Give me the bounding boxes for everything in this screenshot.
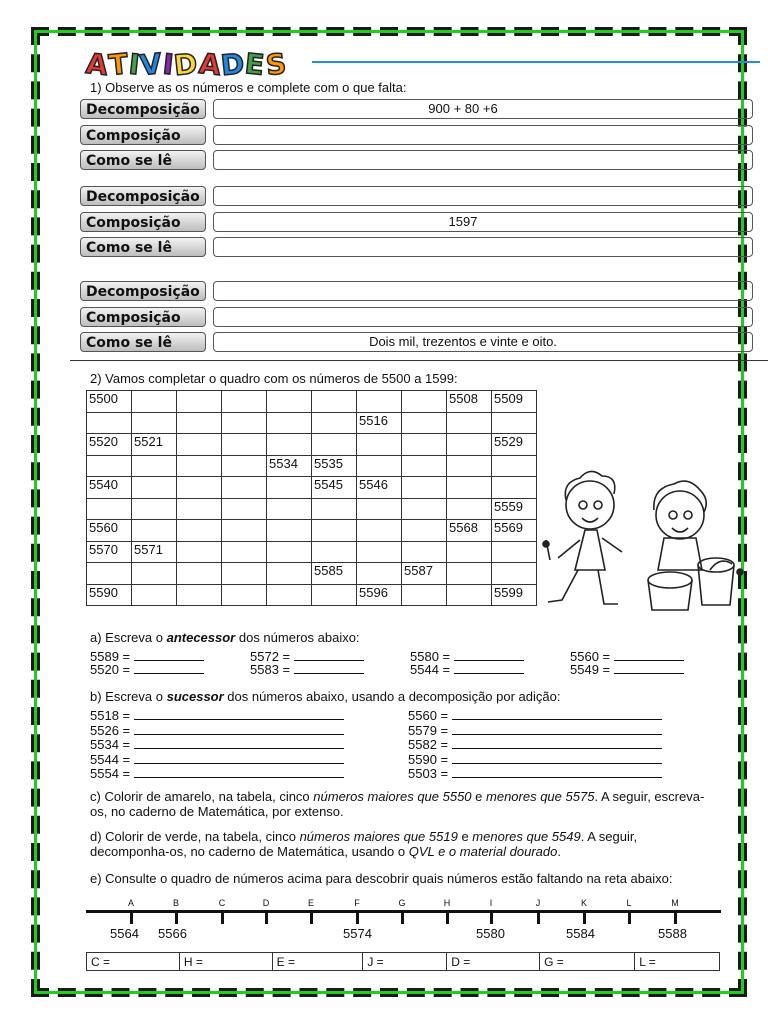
grid-cell[interactable] (312, 541, 357, 563)
grid-cell[interactable] (222, 434, 267, 456)
tick-letter: J (535, 898, 541, 908)
successor-item: 5579 = (408, 722, 662, 738)
title-letter: I (161, 47, 176, 82)
grid-cell[interactable]: 5568 (447, 520, 492, 542)
answer-line[interactable] (454, 661, 524, 674)
predecessor-item: 5589 = (90, 648, 204, 664)
grid-cell[interactable] (357, 434, 402, 456)
answer-line[interactable] (134, 661, 204, 674)
grid-cell[interactable] (312, 434, 357, 456)
label-dec: Decomposição (80, 99, 206, 119)
grid-cell[interactable] (312, 520, 357, 542)
grid-cell[interactable] (267, 391, 312, 413)
answer-line[interactable] (134, 751, 344, 764)
divider (70, 360, 768, 361)
successor-item: 5582 = (408, 736, 662, 752)
grid-cell[interactable] (492, 477, 537, 499)
grid-cell[interactable] (177, 498, 222, 520)
answer-line[interactable] (614, 661, 684, 674)
grid-cell[interactable] (87, 455, 132, 477)
grid-cell[interactable]: 5529 (492, 434, 537, 456)
answer-box-le[interactable] (213, 150, 753, 170)
number-line-tick (537, 910, 540, 924)
grid-cell[interactable] (312, 498, 357, 520)
grid-cell[interactable] (357, 563, 402, 585)
grid-cell[interactable]: 5521 (132, 434, 177, 456)
grid-cell[interactable]: 5599 (492, 584, 537, 606)
grid-cell[interactable] (492, 455, 537, 477)
grid-cell[interactable]: 5545 (312, 477, 357, 499)
number-line-tick (175, 910, 178, 924)
grid-cell[interactable] (402, 477, 447, 499)
grid-cell[interactable] (447, 455, 492, 477)
question-1-text: 1) Observe as os números e complete com o que falta: (90, 80, 407, 95)
answer-table (86, 952, 720, 971)
grid-cell[interactable] (402, 455, 447, 477)
grid-cell[interactable]: 5559 (492, 498, 537, 520)
answer-cell[interactable]: D = (447, 953, 540, 971)
answer-line[interactable] (134, 707, 344, 720)
predecessor-item: 5544 = (410, 661, 524, 677)
grid-cell[interactable] (132, 498, 177, 520)
grid-cell[interactable] (132, 412, 177, 434)
answer-line[interactable] (134, 648, 204, 661)
grid-cell[interactable]: 5508 (447, 391, 492, 413)
answer-line[interactable] (452, 722, 662, 735)
grid-cell[interactable] (177, 584, 222, 606)
grid-cell[interactable] (357, 391, 402, 413)
grid-cell[interactable] (267, 563, 312, 585)
question-e-text: e) Consulte o quadro de números acima para descobrir quais números estão faltando na reta abaixo: (90, 871, 673, 886)
successor-item: 5534 = (90, 736, 344, 752)
number-line-tick (310, 910, 313, 924)
number-line-tick (446, 910, 449, 924)
answer-line[interactable] (452, 707, 662, 720)
grid-cell[interactable] (177, 391, 222, 413)
answer-box-le[interactable]: Dois mil, trezentos e vinte e oito. (213, 332, 753, 352)
number-line-value: 5574 (343, 926, 372, 941)
grid-row (87, 584, 537, 606)
grid-cell[interactable] (402, 498, 447, 520)
grid-cell[interactable] (177, 455, 222, 477)
grid-cell[interactable] (357, 541, 402, 563)
grid-cell[interactable] (222, 477, 267, 499)
grid-row (87, 477, 537, 499)
predecessor-item: 5583 = (250, 661, 364, 677)
grid-cell[interactable]: 5587 (402, 563, 447, 585)
successor-item: 5554 = (90, 765, 344, 781)
grid-cell[interactable]: 5534 (267, 455, 312, 477)
title-underline (312, 61, 760, 63)
successor-item: 5590 = (408, 751, 662, 767)
predecessor-item: 5572 = (250, 648, 364, 664)
answer-box-comp[interactable] (213, 125, 753, 145)
answer-cell[interactable]: C = (87, 953, 180, 971)
grid-cell[interactable] (447, 412, 492, 434)
title-letter: T (107, 47, 131, 82)
tick-letter: K (580, 898, 587, 908)
grid-cell[interactable] (312, 584, 357, 606)
answer-line[interactable] (454, 648, 524, 661)
grid-cell[interactable] (177, 477, 222, 499)
successor-item: 5518 = (90, 707, 344, 723)
grid-cell[interactable] (312, 391, 357, 413)
grid-cell[interactable] (132, 563, 177, 585)
label-comp: Composição (80, 307, 206, 327)
grid-cell[interactable] (357, 498, 402, 520)
title-letter: D (172, 46, 201, 83)
grid-cell[interactable]: 5560 (87, 520, 132, 542)
answer-line[interactable] (452, 765, 662, 778)
grid-cell[interactable] (492, 563, 537, 585)
grid-cell[interactable] (267, 520, 312, 542)
grid-row (87, 498, 537, 520)
label-dec: Decomposição (80, 186, 206, 206)
number-line-tick (628, 910, 631, 924)
number-line-value: 5588 (658, 926, 687, 941)
label-le: Como se lê (80, 332, 206, 352)
answer-box-comp[interactable] (213, 307, 753, 327)
children-drummers-illustration (540, 470, 755, 620)
grid-cell[interactable] (177, 520, 222, 542)
grid-cell[interactable] (267, 412, 312, 434)
question-d-text: d) Colorir de verde, na tabela, cinco números maiores que 5519 e menores que 5549. A seguir, decomponha-os, no caderno de Matemática, usando o QVL e o material dourado. (90, 829, 638, 859)
grid-cell[interactable] (447, 563, 492, 585)
tick-letter: E (307, 898, 314, 908)
grid-cell[interactable] (177, 412, 222, 434)
answer-box-dec[interactable]: 900 + 80 +6 (213, 99, 753, 119)
grid-cell[interactable] (447, 434, 492, 456)
tick-letter: D (262, 898, 270, 908)
grid-cell[interactable] (267, 434, 312, 456)
grid-cell[interactable] (132, 477, 177, 499)
grid-row (87, 391, 537, 413)
grid-cell[interactable]: 5590 (87, 584, 132, 606)
tick-letter: A (127, 898, 134, 908)
answer-line[interactable] (134, 765, 344, 778)
answer-box-le[interactable] (213, 237, 753, 257)
grid-row (87, 412, 537, 434)
grid-cell[interactable]: 5540 (87, 477, 132, 499)
tick-letter: G (398, 898, 406, 908)
grid-cell[interactable] (402, 434, 447, 456)
answer-cell[interactable]: H = (179, 953, 272, 971)
grid-cell[interactable] (132, 391, 177, 413)
grid-cell[interactable] (222, 455, 267, 477)
answer-box-dec[interactable] (213, 186, 753, 206)
grid-cell[interactable] (447, 477, 492, 499)
label-comp: Composição (80, 125, 206, 145)
grid-cell[interactable] (447, 584, 492, 606)
grid-cell[interactable]: 5570 (87, 541, 132, 563)
grid-cell[interactable] (87, 498, 132, 520)
answer-cell[interactable]: E = (272, 953, 363, 971)
grid-cell[interactable] (402, 541, 447, 563)
successor-item: 5560 = (408, 707, 662, 723)
successor-item: 5544 = (90, 751, 344, 767)
number-line-tick (490, 910, 493, 924)
tick-letter: M (671, 898, 679, 908)
grid-cell[interactable] (267, 498, 312, 520)
question-b-text: b) Escreva o sucessor dos números abaixo, usando a decomposição por adição: (90, 689, 561, 704)
grid-cell[interactable]: 5535 (312, 455, 357, 477)
grid-cell[interactable] (267, 541, 312, 563)
grid-row (87, 541, 537, 563)
grid-cell[interactable] (267, 584, 312, 606)
number-line-value: 5566 (158, 926, 187, 941)
grid-cell[interactable] (222, 498, 267, 520)
answer-cell[interactable]: J = (363, 953, 447, 971)
grid-cell[interactable] (177, 563, 222, 585)
number-line-tick (265, 910, 268, 924)
tick-letter: L (626, 898, 632, 908)
tick-letter: C (218, 898, 226, 908)
grid-cell[interactable] (402, 412, 447, 434)
grid-cell[interactable] (222, 520, 267, 542)
number-line-value: 5580 (476, 926, 505, 941)
predecessor-item: 5560 = (570, 648, 684, 664)
grid-cell[interactable] (402, 520, 447, 542)
question-c-text: c) Colorir de amarelo, na tabela, cinco números maiores que 5550 e menores que 5575. A seguir, escreva-os, no caderno de Matemática, por extenso. (90, 789, 705, 819)
grid-cell[interactable]: 5509 (492, 391, 537, 413)
grid-cell[interactable] (87, 563, 132, 585)
grid-cell[interactable] (132, 455, 177, 477)
successor-item: 5503 = (408, 765, 662, 781)
label-dec: Decomposição (80, 281, 206, 301)
answer-line[interactable] (452, 736, 662, 749)
title-letter: E (243, 47, 268, 82)
grid-cell[interactable] (447, 498, 492, 520)
number-line-tick (583, 910, 586, 924)
grid-cell[interactable] (222, 391, 267, 413)
grid-cell[interactable]: 5569 (492, 520, 537, 542)
number-grid (86, 390, 537, 606)
number-line-value: 5564 (110, 926, 139, 941)
label-le: Como se lê (80, 150, 206, 170)
grid-cell[interactable] (267, 477, 312, 499)
grid-cell[interactable] (357, 520, 402, 542)
grid-row (87, 434, 537, 456)
predecessor-item: 5580 = (410, 648, 524, 664)
grid-cell[interactable] (492, 541, 537, 563)
grid-cell[interactable]: 5585 (312, 563, 357, 585)
tick-letter: F (354, 898, 360, 908)
successor-item: 5526 = (90, 722, 344, 738)
answer-line[interactable] (614, 648, 684, 661)
answer-line[interactable] (134, 722, 344, 735)
grid-cell[interactable] (177, 434, 222, 456)
tick-letter: I (489, 898, 493, 908)
grid-cell[interactable] (312, 412, 357, 434)
grid-cell[interactable] (132, 520, 177, 542)
title-letter: D (219, 46, 248, 83)
number-line-tick (674, 910, 677, 924)
grid-cell[interactable] (132, 584, 177, 606)
answer-box-comp[interactable]: 1597 (213, 212, 753, 232)
tick-letter: H (443, 898, 451, 908)
grid-cell[interactable] (402, 584, 447, 606)
grid-row (87, 520, 537, 542)
answer-line[interactable] (452, 751, 662, 764)
answer-box-dec[interactable] (213, 281, 753, 301)
grid-cell[interactable] (222, 412, 267, 434)
title-letter: A (196, 46, 223, 83)
label-le: Como se lê (80, 237, 206, 257)
grid-cell[interactable] (177, 541, 222, 563)
predecessor-item: 5549 = (570, 661, 684, 677)
answer-line[interactable] (294, 661, 364, 674)
grid-cell[interactable]: 5596 (357, 584, 402, 606)
grid-cell[interactable] (492, 412, 537, 434)
answer-cell[interactable]: G = (540, 953, 635, 971)
number-line-tick (221, 910, 224, 924)
answer-line[interactable] (294, 648, 364, 661)
grid-cell[interactable] (402, 391, 447, 413)
title-letter: I (127, 47, 142, 82)
grid-cell[interactable] (222, 584, 267, 606)
label-comp: Composição (80, 212, 206, 232)
grid-cell[interactable] (87, 412, 132, 434)
grid-row (87, 563, 537, 585)
question-a-text: a) Escreva o antecessor dos números abaixo: (90, 630, 360, 645)
tick-letter: B (172, 898, 179, 908)
predecessor-item: 5520 = (90, 661, 204, 677)
grid-cell[interactable]: 5516 (357, 412, 402, 434)
answer-line[interactable] (134, 736, 344, 749)
grid-cell[interactable] (447, 541, 492, 563)
grid-cell[interactable] (222, 563, 267, 585)
grid-cell[interactable] (357, 455, 402, 477)
number-line-tick (356, 910, 359, 924)
title-atividades (86, 48, 287, 81)
grid-cell[interactable]: 5520 (87, 434, 132, 456)
grid-cell[interactable]: 5546 (357, 477, 402, 499)
number-line-value: 5584 (566, 926, 595, 941)
question-2-text: 2) Vamos completar o quadro com os números de 5500 a 1599: (90, 371, 458, 386)
title-letter: S (263, 46, 289, 83)
grid-row (87, 455, 537, 477)
number-line-tick (130, 910, 133, 924)
grid-cell[interactable]: 5500 (87, 391, 132, 413)
answer-cell[interactable]: L = (635, 953, 720, 971)
grid-cell[interactable]: 5571 (132, 541, 177, 563)
title-letter: V (138, 46, 165, 83)
title-letter: A (84, 46, 111, 83)
grid-cell[interactable] (222, 541, 267, 563)
number-line-tick (401, 910, 404, 924)
